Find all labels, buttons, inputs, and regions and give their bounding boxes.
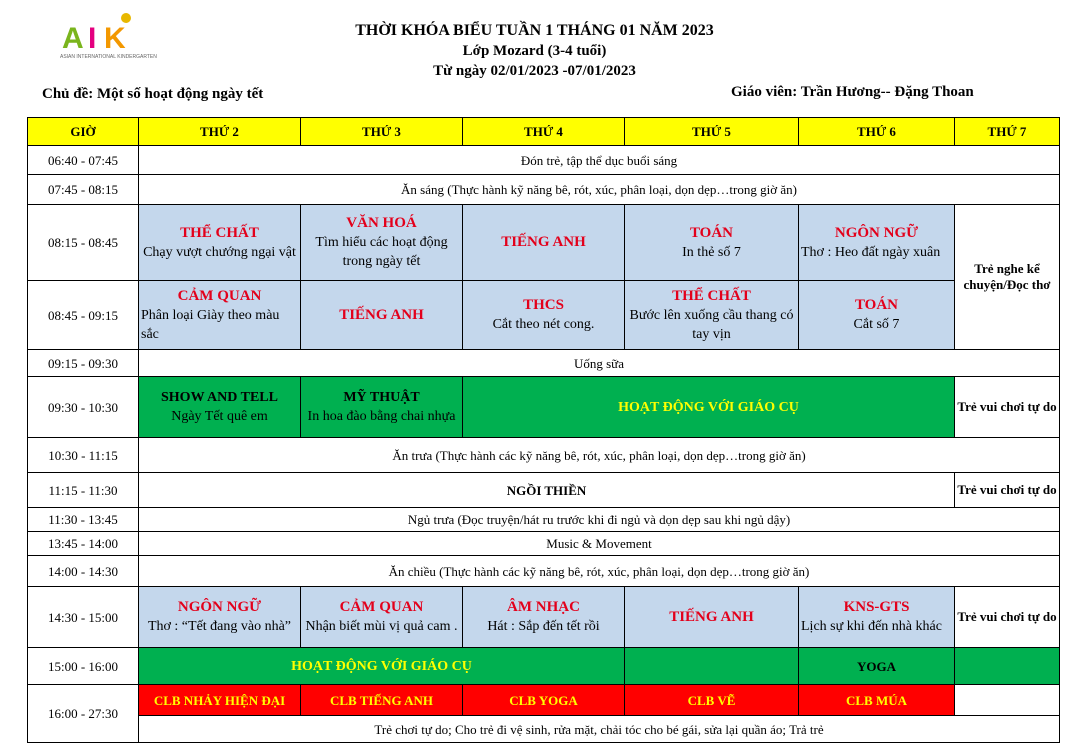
time-cell: 09:15 - 09:30 [28,350,139,377]
table-row [28,532,1060,556]
lesson-cell-fri [799,587,955,648]
lesson-cell-tue [301,205,463,281]
activity-cell: NGỒI THIỀN [139,473,955,508]
subject-label: MỸ THUẬT [343,390,420,405]
yoga-cell: YOGA [799,648,955,685]
empty-green-cell [955,648,1060,685]
table-row [28,716,1060,743]
activity-cell: Uống sữa [139,350,1060,377]
empty-cell [955,685,1060,716]
table-row [28,438,1060,473]
lesson-desc: Phân loại Giày theo màu sắc [141,307,280,342]
table-row [28,685,1060,716]
activity-cell: Đón trẻ, tập thể dục buổi sáng [139,146,1060,175]
lesson-cell-mon [139,377,301,438]
time-cell: 11:30 - 13:45 [28,508,139,532]
lesson-cell-tue [301,377,463,438]
lesson-desc: Thơ : “Tết đang vào nhà” [147,619,292,634]
table-row [28,350,1060,377]
club-cell-fri: CLB MÚA [799,685,955,716]
subject-label: TIẾNG ANH [339,306,424,323]
activity-cell: Ăn chiều (Thực hành các kỹ năng bê, rót, xúc, phân loại, dọn dẹp…trong giờ ăn) [139,556,1060,587]
col-wed: THỨ 4 [463,118,625,146]
col-time: GIỜ [28,118,139,146]
lesson-cell-mon [139,281,301,350]
table-row [28,556,1060,587]
lesson-cell-wed [463,587,625,648]
time-cell: 13:45 - 14:00 [28,532,139,556]
montessori-activity-cell: HOẠT ĐỘNG VỚI GIÁO CỤ [139,648,625,685]
teacher-label: Giáo viên: Trần Hương-- Đặng Thoan [731,84,974,100]
logo-letter-k: K [104,22,126,55]
time-cell: 11:15 - 11:30 [28,473,139,508]
lesson-desc: Cắt số 7 [853,317,900,332]
table-row [28,587,1060,648]
subject-label: TIẾNG ANH [501,234,586,250]
lesson-desc: Chạy vượt chướng ngại vật [143,244,296,260]
table-row [28,281,1060,350]
activity-cell: Ngủ trưa (Đọc truyện/hát ru trước khi đi ngủ và dọn dẹp sau khi ngủ dậy) [139,508,1060,532]
table-row [28,508,1060,532]
col-mon: THỨ 2 [139,118,301,146]
subject-label: NGÔN NGỮ [177,599,262,615]
logo-subtext: ASIAN INTERNATIONAL KINDERGARTEN [60,54,157,60]
saturday-cell: Trẻ vui chơi tự do [955,377,1060,438]
lesson-cell-wed [463,205,625,281]
subject-label: VĂN HOÁ [346,215,417,231]
activity-cell: Trẻ chơi tự do; Cho trẻ đi vệ sinh, rửa mặt, chải tóc cho bé gái, sửa lại quần áo; Trả trẻ [139,716,1060,743]
schedule-title: THỜI KHÓA BIỂU TUẦN 1 THÁNG 01 NĂM 2023 [355,22,714,39]
lesson-cell-tue [301,587,463,648]
club-cell-tue: CLB TIẾNG ANH [301,685,463,716]
subject-label: ÂM NHẠC [507,599,580,615]
lesson-cell-mon [139,587,301,648]
subject-label: CẢM QUAN [339,599,424,615]
lesson-desc: In hoa đào bằng chai nhựa [307,409,456,424]
date-range: Từ ngày 02/01/2023 -07/01/2023 [433,63,636,79]
lesson-desc: Lịch sự khi đến nhà khác [801,619,942,634]
logo-letter-a: A [62,22,84,55]
subject-label: NGÔN NGỮ [834,224,919,241]
class-name: Lớp Mozard (3-4 tuổi) [462,43,607,59]
table-row [28,175,1060,205]
saturday-cell: Trẻ vui chơi tự do [955,473,1060,508]
lesson-desc: Tìm hiểu các hoạt động trong ngày tết [315,235,448,269]
club-cell-mon: CLB NHẢY HIỆN ĐẠI [139,685,301,716]
activity-cell: Ăn sáng (Thực hành kỹ năng bê, rót, xúc, phân loại, dọn dẹp…trong giờ ăn) [139,175,1060,205]
saturday-cell: Trẻ vui chơi tự do [955,587,1060,648]
subject-label: THCS [523,297,564,313]
time-cell: 14:00 - 14:30 [28,556,139,587]
col-sat: THỨ 7 [955,118,1060,146]
time-cell: 06:40 - 07:45 [28,146,139,175]
lesson-cell-fri [799,205,955,281]
subject-label: TIẾNG ANH [669,608,754,625]
table-row [28,473,1060,508]
col-thu: THỨ 5 [625,118,799,146]
subject-label: KNS-GTS [843,599,910,615]
time-cell: 09:30 - 10:30 [28,377,139,438]
header-row [28,118,1060,146]
subject-label: SHOW AND TELL [161,390,278,405]
time-cell: 10:30 - 11:15 [28,438,139,473]
lesson-desc: Thơ : Heo đất ngày xuân [801,244,941,260]
club-cell-thu: CLB VẼ [625,685,799,716]
club-cell-wed: CLB YOGA [463,685,625,716]
time-cell: 16:00 - 27:30 [28,685,139,743]
subject-label: TOÁN [854,297,899,313]
time-cell: 08:15 - 08:45 [28,205,139,281]
activity-cell: Ăn trưa (Thực hành các kỹ năng bê, rót, xúc, phân loại, dọn dẹp…trong giờ ăn) [139,438,1060,473]
lesson-cell-thu [625,587,799,648]
lesson-desc: Bước lên xuống cầu thang có tay vịn [629,307,794,342]
lesson-cell-thu [625,205,799,281]
subject-label: THỂ CHẤT [180,224,259,241]
lesson-cell-thu [625,281,799,350]
col-fri: THỨ 6 [799,118,955,146]
lesson-cell-tue [301,281,463,350]
table-row [28,648,1060,685]
saturday-cell: Trẻ nghe kể chuyện/Đọc thơ [955,205,1060,350]
logo-letter-i: I [88,22,97,55]
activity-cell: Music & Movement [139,532,1060,556]
topic-label: Chủ đề: Một số hoạt động ngày tết [42,86,264,102]
time-cell: 14:30 - 15:00 [28,587,139,648]
lesson-cell-mon [139,205,301,281]
lesson-desc: In thẻ số 7 [682,244,741,260]
table-row [28,146,1060,175]
col-tue: THỨ 3 [301,118,463,146]
lesson-desc: Nhận biết mùi vị quả cam . [305,619,458,634]
subject-label: THỂ CHẤT [672,287,751,304]
subject-label: CẢM QUAN [177,287,262,304]
subject-label: TOÁN [689,224,734,241]
time-cell: 15:00 - 16:00 [28,648,139,685]
time-cell: 08:45 - 09:15 [28,281,139,350]
time-cell: 07:45 - 08:15 [28,175,139,205]
empty-green-cell [625,648,799,685]
timetable [27,117,1060,743]
lesson-cell-wed [463,281,625,350]
montessori-activity-cell: HOẠT ĐỘNG VỚI GIÁO CỤ [463,377,955,438]
lesson-desc: Ngày Tết quê em [171,409,268,424]
lesson-cell-fri [799,281,955,350]
table-row [28,377,1060,438]
table-row [28,205,1060,281]
lesson-desc: Hát : Sắp đến tết rồi [487,619,600,634]
lesson-desc: Cắt theo nét cong. [492,317,595,332]
